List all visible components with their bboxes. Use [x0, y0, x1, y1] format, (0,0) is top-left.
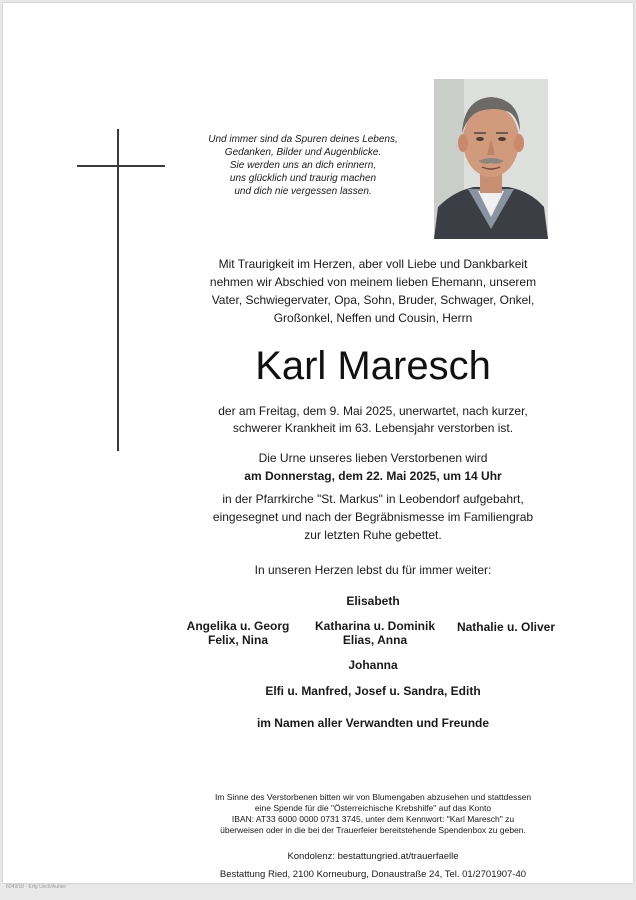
church-text: [153, 490, 593, 544]
donation-line: eine Spende für die "Österreichische Krebshilfe" auf das Konto: [254, 803, 492, 813]
mourner-line: Angelika u. Georg: [186, 619, 290, 633]
poem: [191, 133, 415, 198]
portrait-image: [434, 79, 548, 239]
mourner-family-2: [309, 619, 441, 647]
death-line: schwerer Krankheit im 63. Lebensjahr verstorben ist.: [232, 421, 514, 435]
poem-line: uns glücklich und traurig machen: [229, 173, 377, 184]
cross-vertical-bar: [117, 129, 119, 451]
intro-line: nehmen wir Abschied von meinem lieben Ehemann, unserem: [209, 275, 537, 289]
church-line: in der Pfarrkirche "St. Markus" in Leobendorf aufgebahrt,: [222, 492, 524, 506]
mourner-family-1: [179, 619, 297, 647]
intro-text: [153, 255, 593, 327]
heart-text: In unseren Herzen lebst du für immer weiter:: [254, 563, 492, 577]
condolence-link: Kondolenz: bestattungried.at/trauerfaelle: [287, 851, 459, 862]
cross-horizontal-bar: [77, 165, 165, 167]
portrait-photo: [434, 79, 548, 239]
mourner-relatives: im Namen aller Verwandten und Freunde: [256, 716, 490, 730]
poem-line: und dich nie vergessen lassen.: [234, 186, 372, 197]
donation-line: überweisen oder in die bei der Trauerfeier bereitstehende Spendenbox zu geben.: [220, 825, 526, 835]
donation-note: [153, 792, 593, 836]
mourner-line: Felix, Nina: [207, 633, 269, 647]
print-code: 6049/10 · Erfg Usch/Auhke: [6, 884, 67, 890]
mourner-line: Elias, Anna: [342, 633, 408, 647]
poem-line: Und immer sind da Spuren deines Lebens,: [208, 134, 398, 145]
mourner-mother: Johanna: [348, 658, 398, 672]
poem-line: Sie werden uns an dich erinnern,: [229, 160, 377, 171]
intro-line: Vater, Schwiegervater, Opa, Sohn, Bruder, Schwager, Onkel,: [211, 293, 535, 307]
poem-line: Gedanken, Bilder und Augenblicke.: [224, 147, 382, 158]
death-line: der am Freitag, dem 9. Mai 2025, unerwartet, nach kurzer,: [218, 404, 528, 418]
church-line: zur letzten Ruhe gebettet.: [304, 528, 442, 542]
donation-line: IBAN: AT33 6000 0000 0731 3745, unter dem Kennwort: "Karl Maresch" zu: [231, 814, 515, 824]
deceased-name: Karl Maresch: [255, 344, 491, 388]
mourner-wife: Elisabeth: [346, 594, 400, 608]
intro-line: Mit Traurigkeit im Herzen, aber voll Liebe und Dankbarkeit: [218, 257, 528, 271]
funeral-home-address: Bestattung Ried, 2100 Korneuburg, Donaustraße 24, Tel. 01/2701907-40: [219, 869, 527, 880]
ceremony-date: am Donnerstag, dem 22. Mai 2025, um 14 Uhr: [244, 469, 502, 483]
church-line: eingesegnet und nach der Begräbnismesse im Familiengrab: [212, 510, 534, 524]
obituary-card: [3, 3, 633, 883]
death-notice: [153, 403, 593, 437]
mourner-family-3: Nathalie u. Oliver: [456, 620, 556, 634]
donation-line: Im Sinne des Verstorbenen bitten wir von Blumengaben abzusehen und stattdessen: [214, 792, 532, 802]
intro-line: Großonkel, Neffen und Cousin, Herrn: [273, 311, 473, 325]
mourner-line: Katharina u. Dominik: [314, 619, 436, 633]
urn-text: Die Urne unseres lieben Verstorbenen wird: [258, 451, 488, 465]
mourner-siblings: Elfi u. Manfred, Josef u. Sandra, Edith: [265, 684, 481, 698]
